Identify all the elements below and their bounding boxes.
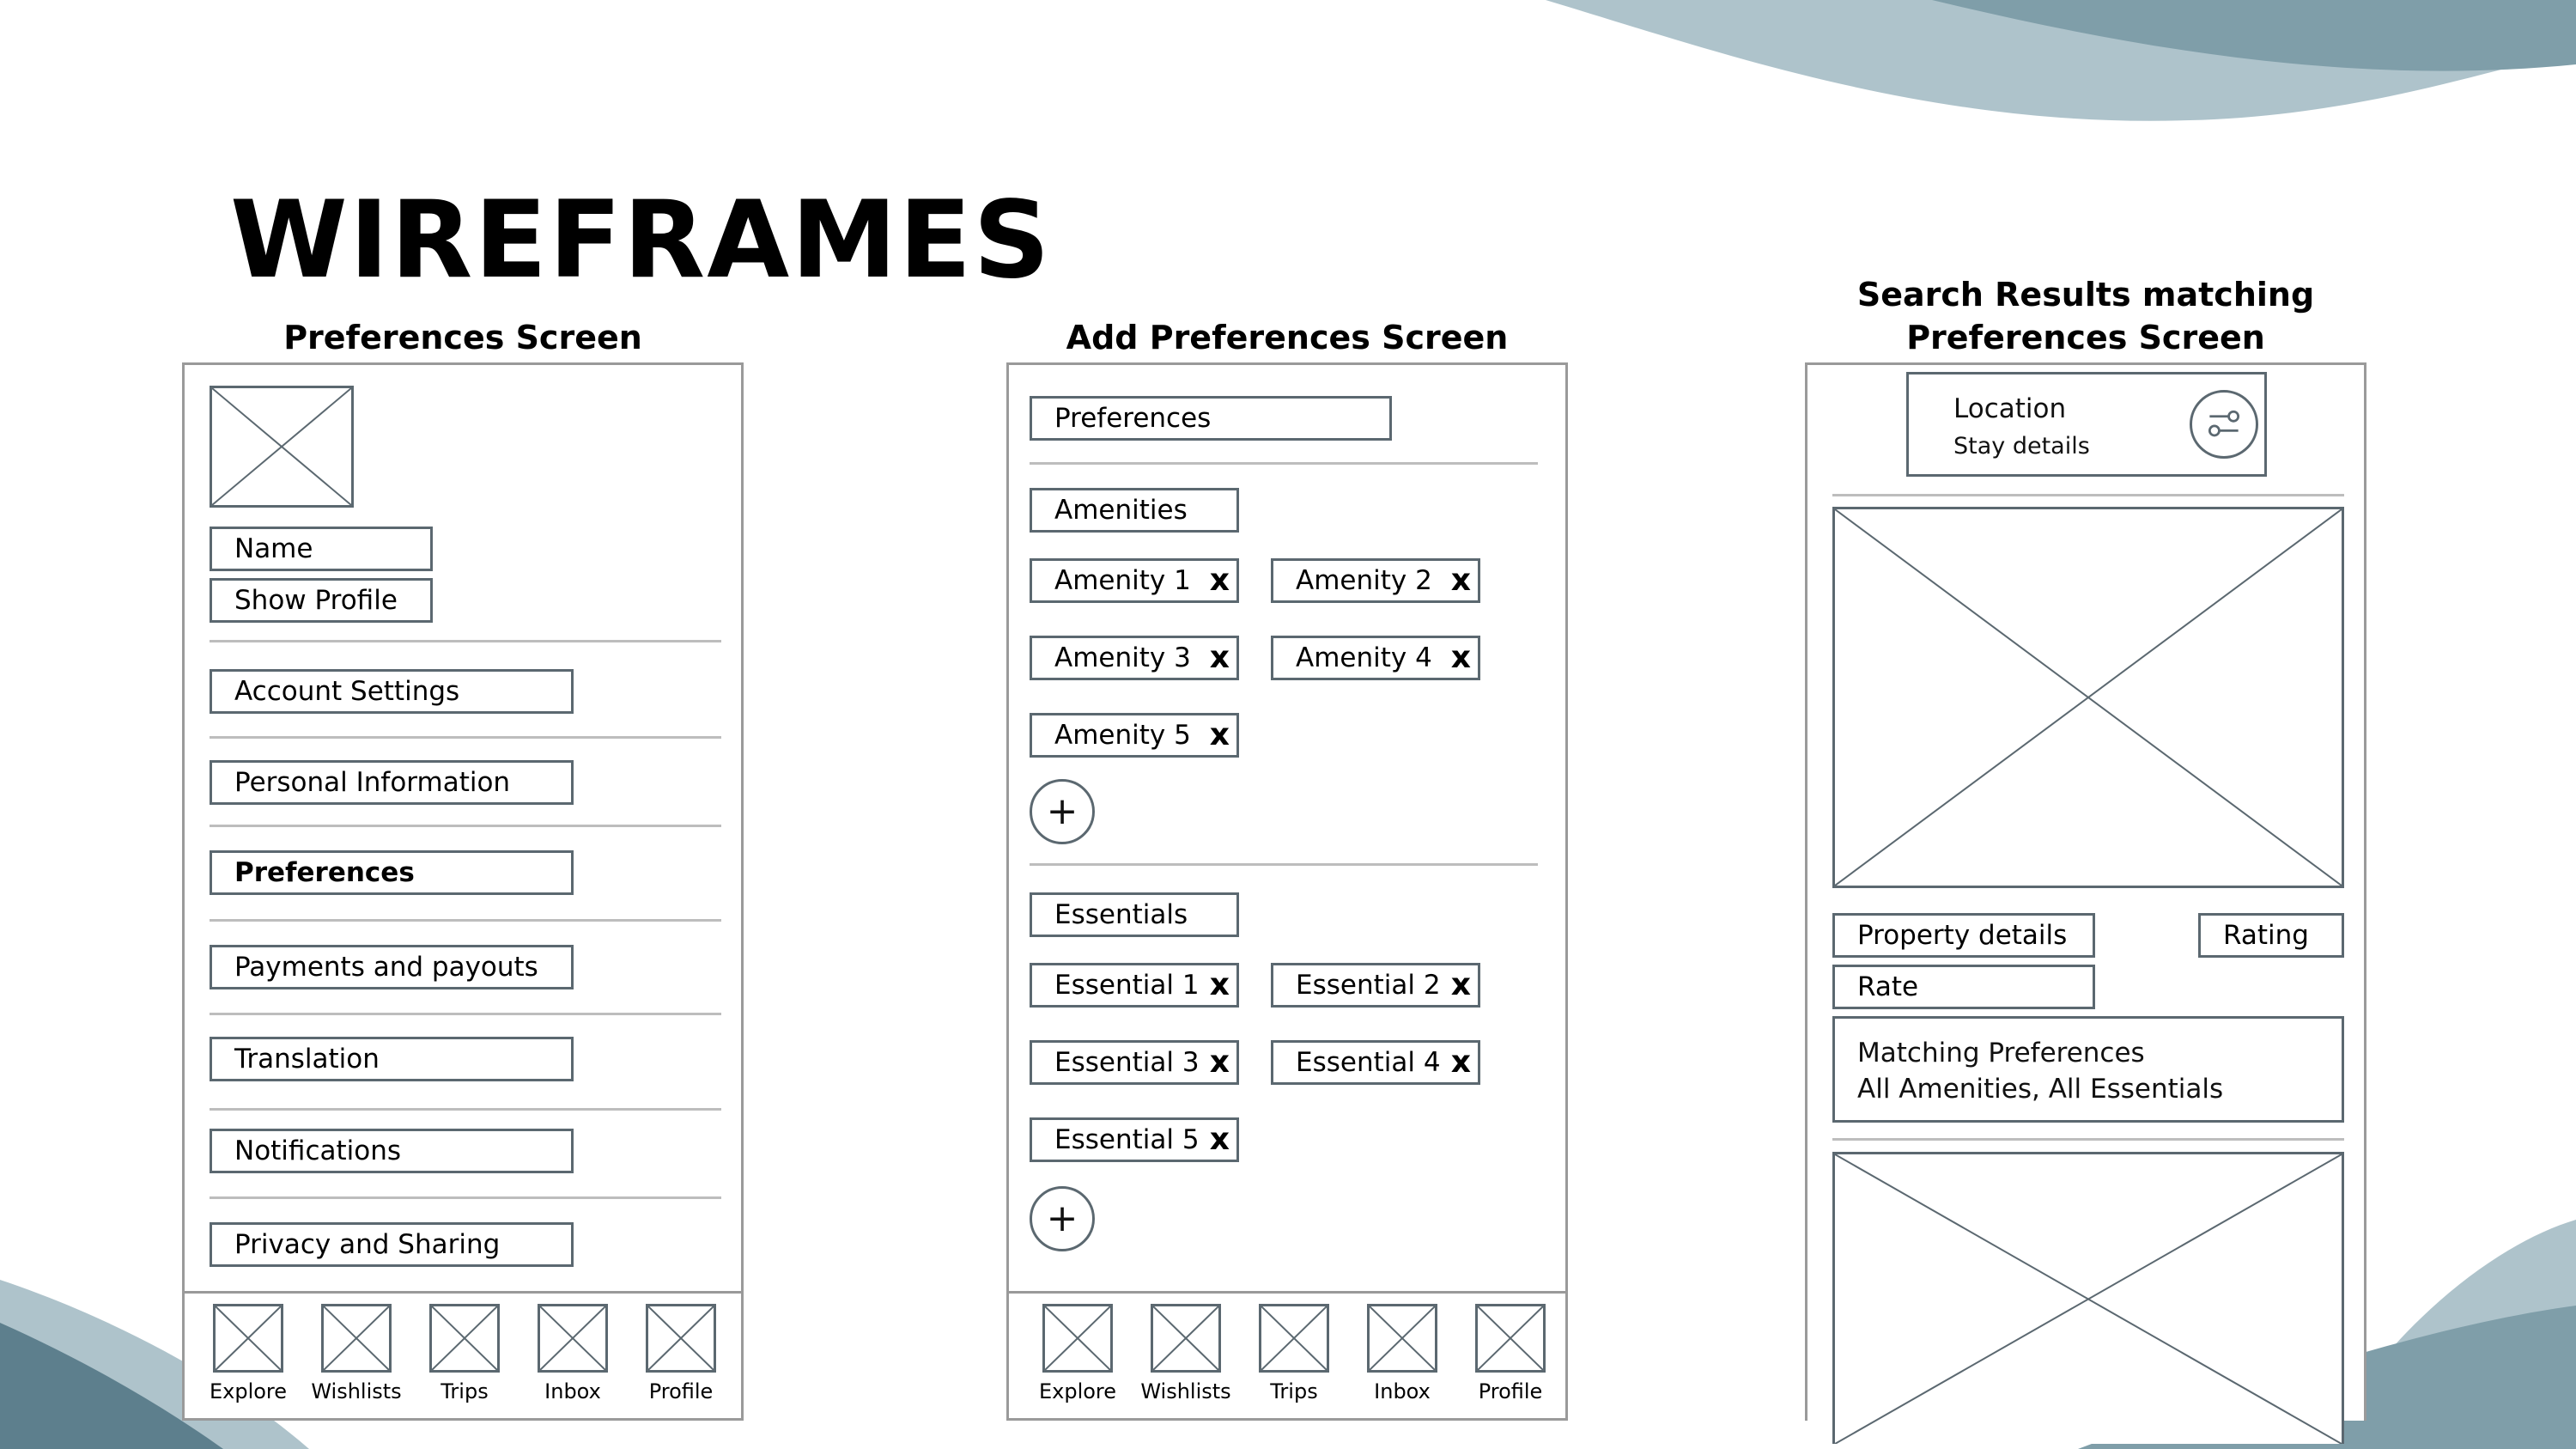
divider <box>210 1196 721 1199</box>
nav-label-inbox[interactable]: Inbox <box>544 1379 601 1403</box>
essential-chip-label: Essential 1 <box>1054 969 1200 1001</box>
caption-line-2: Preferences Screen <box>1906 319 2265 356</box>
add-essential-button[interactable]: + <box>1030 1186 1095 1251</box>
trips-icon[interactable] <box>429 1304 500 1373</box>
divider <box>210 736 721 739</box>
add-amenity-button[interactable]: + <box>1030 779 1095 844</box>
matching-preferences-box <box>1832 1016 2344 1123</box>
remove-essential-icon[interactable]: x <box>1450 967 1471 1002</box>
divider <box>210 1108 721 1111</box>
essential-chip-label: Essential 2 <box>1296 969 1441 1001</box>
profile-icon[interactable] <box>646 1304 716 1373</box>
nav-label-wishlists[interactable]: Wishlists <box>1140 1379 1231 1403</box>
remove-essential-icon[interactable]: x <box>1209 967 1230 1002</box>
nav-label-profile[interactable]: Profile <box>1478 1379 1543 1403</box>
remove-amenity-icon[interactable]: x <box>1209 640 1230 675</box>
explore-icon[interactable] <box>1042 1304 1113 1373</box>
essential-chip[interactable] <box>1030 963 1239 1008</box>
divider <box>1832 1138 2344 1141</box>
essential-chip[interactable] <box>1030 1040 1239 1085</box>
essential-chip-label: Essential 5 <box>1054 1123 1200 1155</box>
property-details-field: Property details <box>1832 913 2095 958</box>
menu-account-settings[interactable]: Account Settings <box>210 669 574 714</box>
search-results-screen-frame <box>1805 362 2366 1421</box>
amenities-section-label: Amenities <box>1030 488 1239 533</box>
essential-chip-label: Essential 4 <box>1296 1046 1441 1078</box>
nav-label-wishlists[interactable]: Wishlists <box>311 1379 402 1403</box>
nav-label-explore[interactable]: Explore <box>209 1379 288 1403</box>
nav-label-trips[interactable]: Trips <box>1270 1379 1318 1403</box>
menu-personal-information[interactable]: Personal Information <box>210 760 574 805</box>
caption-line-1: Search Results matching <box>1856 276 2315 314</box>
menu-preferences[interactable]: Preferences <box>210 850 574 895</box>
explore-icon[interactable] <box>213 1304 283 1373</box>
remove-amenity-icon[interactable]: x <box>1209 563 1230 598</box>
remove-essential-icon[interactable]: x <box>1450 1044 1471 1080</box>
amenity-chip[interactable] <box>1271 636 1480 680</box>
nav-label-trips[interactable]: Trips <box>440 1379 489 1403</box>
rate-field: Rate <box>1832 965 2095 1009</box>
divider <box>1832 494 2344 496</box>
remove-essential-icon[interactable]: x <box>1209 1044 1230 1080</box>
nav-label-inbox[interactable]: Inbox <box>1374 1379 1431 1403</box>
amenity-chip-label: Amenity 1 <box>1054 564 1191 596</box>
nav-label-explore[interactable]: Explore <box>1038 1379 1117 1403</box>
menu-translation[interactable]: Translation <box>210 1037 574 1081</box>
profile-image-placeholder <box>210 386 354 508</box>
divider <box>1030 863 1538 866</box>
wishlists-icon[interactable] <box>1151 1304 1221 1373</box>
remove-amenity-icon[interactable]: x <box>1450 640 1471 675</box>
nav-label-profile[interactable]: Profile <box>648 1379 714 1403</box>
profile-icon[interactable] <box>1475 1304 1546 1373</box>
add-preferences-screen-caption: Add Preferences Screen <box>1066 319 1509 356</box>
search-location: Location <box>1953 393 2067 424</box>
inbox-icon[interactable] <box>1367 1304 1437 1373</box>
essential-chip[interactable] <box>1030 1117 1239 1162</box>
listing-image-placeholder[interactable] <box>1832 507 2344 888</box>
matching-preferences-detail: All Amenities, All Essentials <box>1857 1074 2224 1105</box>
amenity-chip[interactable] <box>1271 558 1480 603</box>
essential-chip[interactable] <box>1271 963 1480 1008</box>
rating-field: Rating <box>2198 913 2344 958</box>
amenity-chip-label: Amenity 3 <box>1054 642 1191 673</box>
amenity-chip-label: Amenity 5 <box>1054 719 1191 751</box>
page-title: WIREFRAMES <box>230 179 1052 302</box>
bottom-nav <box>1009 1294 1565 1418</box>
add-preferences-screen-frame <box>1006 362 1568 1421</box>
search-stay-details: Stay details <box>1953 433 2090 460</box>
divider <box>210 919 721 922</box>
preferences-screen-frame <box>182 362 744 1421</box>
essential-chip[interactable] <box>1271 1040 1480 1085</box>
show-profile-link[interactable]: Show Profile <box>210 578 433 623</box>
divider <box>210 1013 721 1015</box>
divider <box>1030 462 1538 465</box>
remove-amenity-icon[interactable]: x <box>1209 717 1230 752</box>
preferences-header-field: Preferences <box>1030 396 1392 441</box>
preferences-screen-caption: Preferences Screen <box>283 319 642 356</box>
filter-icon[interactable] <box>2190 390 2258 459</box>
remove-amenity-icon[interactable]: x <box>1450 563 1471 598</box>
amenity-chip-label: Amenity 4 <box>1296 642 1432 673</box>
menu-payments-and-payouts[interactable]: Payments and payouts <box>210 945 574 989</box>
essential-chip-label: Essential 3 <box>1054 1046 1200 1078</box>
search-bar[interactable] <box>1906 372 2267 477</box>
wishlists-icon[interactable] <box>321 1304 392 1373</box>
listing-image-placeholder[interactable] <box>1832 1152 2344 1444</box>
divider <box>210 640 721 642</box>
search-results-screen-caption <box>1805 273 2366 359</box>
matching-preferences-title: Matching Preferences <box>1857 1038 2145 1068</box>
essentials-section-label: Essentials <box>1030 892 1239 937</box>
amenity-chip[interactable] <box>1030 713 1239 758</box>
amenity-chip-label: Amenity 2 <box>1296 564 1432 596</box>
amenity-chip[interactable] <box>1030 636 1239 680</box>
amenity-chip[interactable] <box>1030 558 1239 603</box>
trips-icon[interactable] <box>1259 1304 1329 1373</box>
menu-notifications[interactable]: Notifications <box>210 1129 574 1173</box>
remove-essential-icon[interactable]: x <box>1209 1122 1230 1157</box>
name-field: Name <box>210 527 433 571</box>
menu-privacy-and-sharing[interactable]: Privacy and Sharing <box>210 1222 574 1267</box>
inbox-icon[interactable] <box>538 1304 608 1373</box>
divider <box>210 825 721 827</box>
bottom-nav <box>185 1294 741 1418</box>
